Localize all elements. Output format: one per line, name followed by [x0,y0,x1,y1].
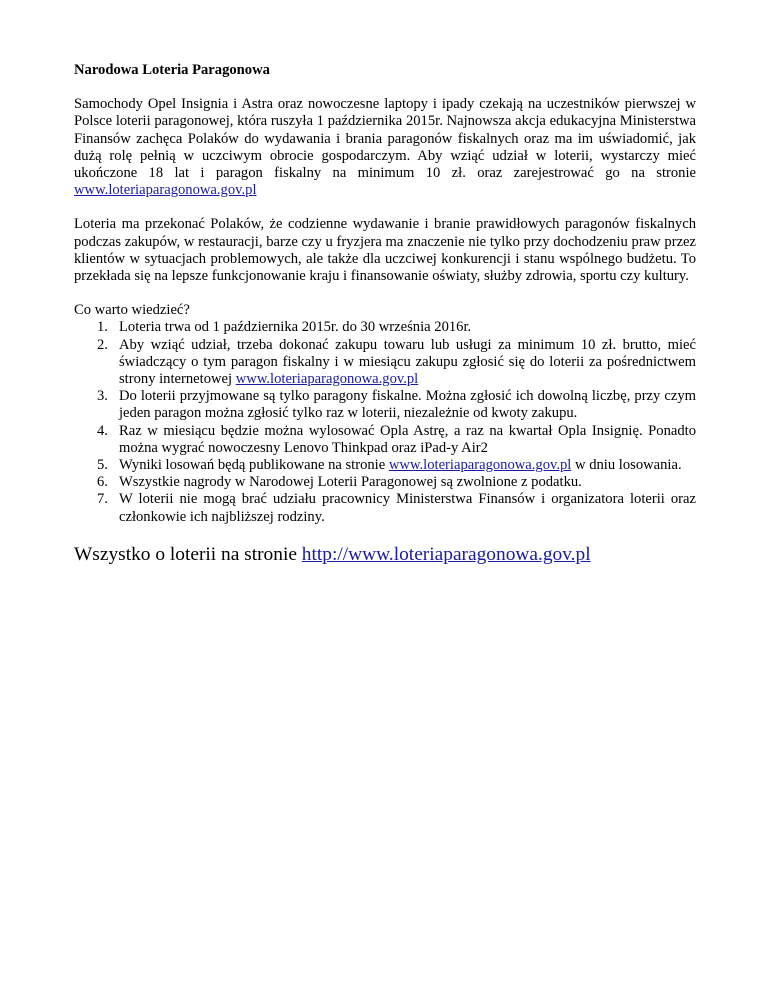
footer-text: Wszystko o loterii na stronie [74,543,302,565]
list-item-text: Loteria trwa od 1 października 2015r. do 30 września 2016r. [119,319,472,336]
list-item [74,457,696,474]
footer-line [74,543,696,567]
list-item [74,423,696,457]
paragraph-purpose: Loteria ma przekonać Polaków, że codzienne wydawanie i branie prawidłowych paragonów fiskalnych podczas zakupów, w restauracji, barze czy u fryzjera ma znaczenie nie tylko przy dochodzeniu praw przez klientów w sytuacjach problemowych, ale także dla uczciwej konkurencji i stanu wspólnego budżetu. To przekłada się na lepsze funkcjonowanie kraju i finansowanie oświaty, służby zdrowia, sportu czy kultury. [74,216,696,285]
document-title: Narodowa Loteria Paragonowa [74,62,270,78]
lottery-website-link[interactable]: www.loteriaparagonowa.gov.pl [235,371,419,388]
list-item [74,474,696,491]
list-item-number: 2. [97,336,108,353]
list-item-number: 3. [97,388,108,405]
list-item-number: 6. [97,474,108,491]
list-item-text-after: w dniu losowania. [571,457,682,474]
list-lead: Co warto wiedzieć? [74,302,190,319]
list-item [74,491,696,525]
list-item-text: Wyniki losowań będą publikowane na stronie [119,457,389,474]
list-item-text: Raz w miesiącu będzie można wylosować Opla Astrę, a raz na kwartał Opla Insignię. Ponadto można wygrać nowoczesny Lenovo Thinkpad oraz iPad-y Air2 [119,422,696,456]
list-item-text: Wszystkie nagrody w Narodowej Loterii Paragonowej są zwolnione z podatku. [119,474,582,491]
list-item-text: W loterii nie mogą brać udziału pracownicy Ministerstwa Finansów i organizatora loterii oraz członkowie ich najbliższej rodziny. [119,491,696,525]
list-item [74,388,696,422]
lottery-website-link[interactable]: www.loteriaparagonowa.gov.pl [74,182,257,199]
paragraph-intro-text: Samochody Opel Insignia i Astra oraz nowoczesne laptopy i ipady czekają na uczestników pierwszej w Polsce loterii paragonowej, która ruszyła 1 października 2015r. Najnowsza akcja edukacyjna Ministerstwa Finansów zachęca Polaków do wydawania i brania paragonów fiskalnych oraz ma im uświadomić, jak dużą rolę pełnią w uczciwym obrocie gospodarczym. Aby wziąć udział w loterii, wystarczy mieć ukończone 18 lat i paragon fiskalny na minimum 10 zł. oraz zarejestrować go na stronie [74,96,696,182]
lottery-website-link[interactable]: http://www.loteriaparagonowa.gov.pl [301,543,591,565]
list-item [74,319,696,336]
list-item-number: 5. [97,457,108,474]
list-item-text: Do loterii przyjmowane są tylko paragony fiskalne. Można zgłosić ich dowolną liczbę, przy czym jeden paragon można zgłosić tylko raz w loterii, niezależnie od kwoty zakupu. [119,388,696,422]
list-item-text: Aby wziąć udział, trzeba dokonać zakupu towaru lub usługi za minimum 10 zł. brutto, mieć świadczący o tym paragon fiskalny i w miesiącu zakupu zgłosić się do loterii za pośrednictwem strony internetowej [119,336,696,388]
paragraph-intro [74,96,696,199]
list-item-number: 7. [97,491,108,508]
list-item-number: 1. [97,319,108,336]
list-item-number: 4. [97,422,108,439]
lottery-website-link[interactable]: www.loteriaparagonowa.gov.pl [388,457,572,474]
document-page [74,62,696,567]
list-item [74,337,696,389]
facts-list [74,319,696,525]
